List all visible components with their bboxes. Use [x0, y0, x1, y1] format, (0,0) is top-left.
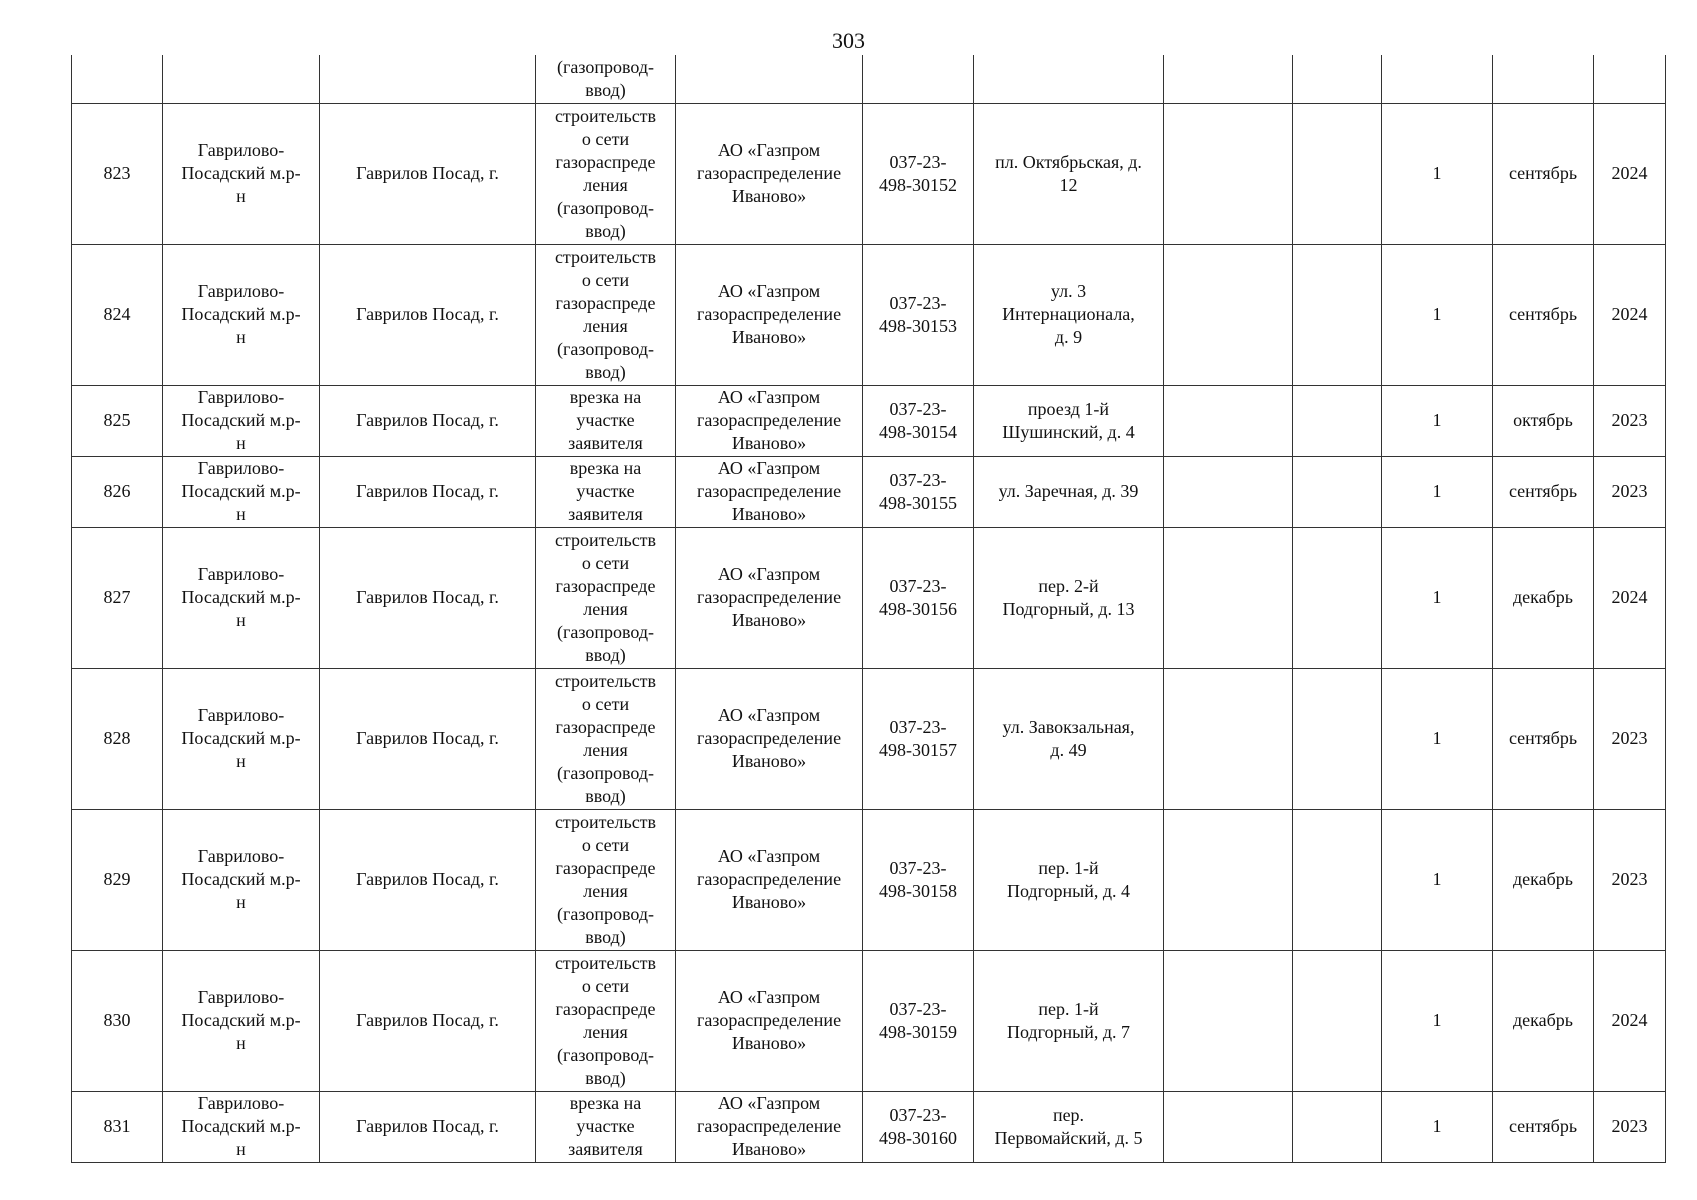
cell-count: 1: [1382, 103, 1493, 244]
cell-address: пл. Октябрьская, д. 12: [974, 103, 1164, 244]
cell-organization: АО «Газпром газораспределение Иваново»: [676, 1091, 863, 1162]
cell-address: ул. 3 Интернационала, д. 9: [974, 244, 1164, 385]
connections-table: [71, 55, 1666, 1163]
cell-locality: Гаврилов Посад, г.: [320, 244, 536, 385]
cell-year: 2023: [1594, 385, 1666, 456]
cell-work-type: строительств о сети газораспреде ления (газопровод- ввод): [536, 527, 676, 668]
table-row: [72, 244, 1666, 385]
cell-work-type: строительств о сети газораспреде ления (газопровод- ввод): [536, 103, 676, 244]
cell-code: 037-23- 498-30158: [863, 809, 974, 950]
cell-num: 831: [72, 1091, 163, 1162]
cell-year: [1594, 55, 1666, 103]
cell-address: проезд 1-й Шушинский, д. 4: [974, 385, 1164, 456]
cell-count: 1: [1382, 456, 1493, 527]
cell-district: Гаврилово- Посадский м.р- н: [163, 527, 320, 668]
cell-district: Гаврилово- Посадский м.р- н: [163, 456, 320, 527]
cell-count: 1: [1382, 385, 1493, 456]
cell-work-type: строительств о сети газораспреде ления (газопровод- ввод): [536, 809, 676, 950]
cell-empty-a: [1164, 385, 1293, 456]
cell-empty-a: [1164, 1091, 1293, 1162]
cell-num: 827: [72, 527, 163, 668]
cell-empty-b: [1293, 385, 1382, 456]
cell-empty-b: [1293, 103, 1382, 244]
continued-row: [72, 55, 1666, 103]
cell-work-type: врезка на участке заявителя: [536, 456, 676, 527]
table-row: [72, 527, 1666, 668]
cell-district: Гаврилово- Посадский м.р- н: [163, 103, 320, 244]
cell-num: 826: [72, 456, 163, 527]
cell-address: пер. 1-й Подгорный, д. 4: [974, 809, 1164, 950]
cell-empty-b: [1293, 244, 1382, 385]
cell-code: 037-23- 498-30152: [863, 103, 974, 244]
cell-count: 1: [1382, 1091, 1493, 1162]
cell-empty-b: [1293, 1091, 1382, 1162]
cell-organization: АО «Газпром газораспределение Иваново»: [676, 809, 863, 950]
cell-year: 2024: [1594, 950, 1666, 1091]
cell-address: пер. 2-й Подгорный, д. 13: [974, 527, 1164, 668]
cell-work-type: строительств о сети газораспреде ления (газопровод- ввод): [536, 950, 676, 1091]
cell-empty-a: [1164, 527, 1293, 668]
cell-empty-a: [1164, 456, 1293, 527]
table-row: [72, 103, 1666, 244]
cell-year: 2023: [1594, 668, 1666, 809]
cell-year: 2024: [1594, 103, 1666, 244]
table-row: [72, 456, 1666, 527]
cell-organization: АО «Газпром газораспределение Иваново»: [676, 385, 863, 456]
cell-locality: Гаврилов Посад, г.: [320, 668, 536, 809]
table-row: [72, 668, 1666, 809]
cell-organization: АО «Газпром газораспределение Иваново»: [676, 527, 863, 668]
cell-organization: [676, 55, 863, 103]
table-body: [72, 55, 1666, 1162]
cell-locality: Гаврилов Посад, г.: [320, 950, 536, 1091]
cell-empty-b: [1293, 809, 1382, 950]
cell-empty-b: [1293, 668, 1382, 809]
table-row: [72, 950, 1666, 1091]
cell-organization: АО «Газпром газораспределение Иваново»: [676, 244, 863, 385]
cell-month: сентябрь: [1493, 1091, 1594, 1162]
cell-code: 037-23- 498-30155: [863, 456, 974, 527]
cell-locality: Гаврилов Посад, г.: [320, 527, 536, 668]
cell-count: 1: [1382, 950, 1493, 1091]
table-row: [72, 385, 1666, 456]
cell-address: пер. 1-й Подгорный, д. 7: [974, 950, 1164, 1091]
cell-code: 037-23- 498-30157: [863, 668, 974, 809]
cell-locality: Гаврилов Посад, г.: [320, 103, 536, 244]
table-row: [72, 809, 1666, 950]
cell-work-type: (газопровод- ввод): [536, 55, 676, 103]
cell-year: 2023: [1594, 1091, 1666, 1162]
cell-empty-b: [1293, 950, 1382, 1091]
cell-locality: [320, 55, 536, 103]
cell-count: 1: [1382, 809, 1493, 950]
cell-year: 2024: [1594, 527, 1666, 668]
cell-month: сентябрь: [1493, 244, 1594, 385]
cell-count: [1382, 55, 1493, 103]
cell-work-type: врезка на участке заявителя: [536, 385, 676, 456]
cell-month: декабрь: [1493, 809, 1594, 950]
cell-num: 823: [72, 103, 163, 244]
cell-organization: АО «Газпром газораспределение Иваново»: [676, 668, 863, 809]
cell-district: [163, 55, 320, 103]
cell-num: 829: [72, 809, 163, 950]
cell-year: 2023: [1594, 809, 1666, 950]
cell-year: 2024: [1594, 244, 1666, 385]
cell-month: октябрь: [1493, 385, 1594, 456]
cell-empty-b: [1293, 527, 1382, 668]
cell-district: Гаврилово- Посадский м.р- н: [163, 668, 320, 809]
cell-count: 1: [1382, 527, 1493, 668]
cell-work-type: врезка на участке заявителя: [536, 1091, 676, 1162]
cell-code: 037-23- 498-30160: [863, 1091, 974, 1162]
cell-year: 2023: [1594, 456, 1666, 527]
cell-empty-a: [1164, 244, 1293, 385]
cell-code: 037-23- 498-30156: [863, 527, 974, 668]
cell-num: 830: [72, 950, 163, 1091]
cell-month: декабрь: [1493, 527, 1594, 668]
cell-locality: Гаврилов Посад, г.: [320, 1091, 536, 1162]
cell-locality: Гаврилов Посад, г.: [320, 456, 536, 527]
cell-empty-a: [1164, 809, 1293, 950]
cell-num: 828: [72, 668, 163, 809]
cell-num: 825: [72, 385, 163, 456]
cell-district: Гаврилово- Посадский м.р- н: [163, 950, 320, 1091]
cell-count: 1: [1382, 244, 1493, 385]
cell-address: [974, 55, 1164, 103]
cell-district: Гаврилово- Посадский м.р- н: [163, 385, 320, 456]
cell-code: [863, 55, 974, 103]
cell-code: 037-23- 498-30159: [863, 950, 974, 1091]
cell-num: 824: [72, 244, 163, 385]
cell-address: ул. Завокзальная, д. 49: [974, 668, 1164, 809]
cell-code: 037-23- 498-30154: [863, 385, 974, 456]
cell-address: пер. Первомайский, д. 5: [974, 1091, 1164, 1162]
page-number: 303: [832, 28, 865, 53]
cell-district: Гаврилово- Посадский м.р- н: [163, 1091, 320, 1162]
cell-empty-b: [1293, 55, 1382, 103]
cell-empty-a: [1164, 668, 1293, 809]
cell-empty-b: [1293, 456, 1382, 527]
cell-empty-a: [1164, 55, 1293, 103]
cell-locality: Гаврилов Посад, г.: [320, 385, 536, 456]
cell-month: сентябрь: [1493, 456, 1594, 527]
cell-district: Гаврилово- Посадский м.р- н: [163, 244, 320, 385]
cell-work-type: строительств о сети газораспреде ления (газопровод- ввод): [536, 668, 676, 809]
cell-address: ул. Заречная, д. 39: [974, 456, 1164, 527]
cell-organization: АО «Газпром газораспределение Иваново»: [676, 103, 863, 244]
cell-month: декабрь: [1493, 950, 1594, 1091]
cell-num: [72, 55, 163, 103]
cell-organization: АО «Газпром газораспределение Иваново»: [676, 456, 863, 527]
cell-organization: АО «Газпром газораспределение Иваново»: [676, 950, 863, 1091]
cell-month: сентябрь: [1493, 103, 1594, 244]
cell-empty-a: [1164, 103, 1293, 244]
cell-count: 1: [1382, 668, 1493, 809]
cell-empty-a: [1164, 950, 1293, 1091]
cell-district: Гаврилово- Посадский м.р- н: [163, 809, 320, 950]
cell-month: сентябрь: [1493, 668, 1594, 809]
cell-locality: Гаврилов Посад, г.: [320, 809, 536, 950]
table-row: [72, 1091, 1666, 1162]
cell-work-type: строительств о сети газораспреде ления (газопровод- ввод): [536, 244, 676, 385]
cell-month: [1493, 55, 1594, 103]
cell-code: 037-23- 498-30153: [863, 244, 974, 385]
